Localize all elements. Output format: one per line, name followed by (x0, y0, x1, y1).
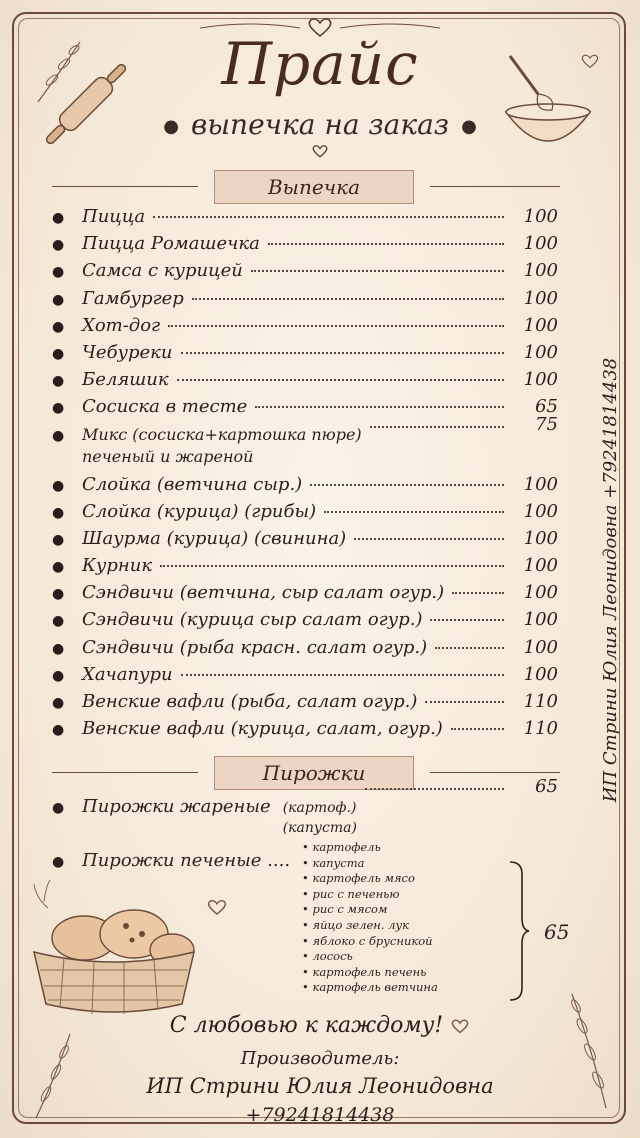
fried-pies-name: Пирожки жареные (82, 796, 271, 817)
bullet-icon: ● (52, 640, 65, 657)
bullet-icon: ● (52, 373, 65, 390)
filling-item: • картофель печень (302, 965, 502, 981)
section-title-baking: Выпечка (214, 170, 414, 204)
bread-basket-icon (24, 880, 204, 1020)
leader-dots (268, 243, 504, 245)
section-divider (52, 772, 198, 773)
list-item (52, 637, 558, 664)
item-name-line2: печеный и жареной (82, 446, 254, 466)
baked-pies-name: Пирожки печеные (82, 850, 262, 871)
filling-item: • картофель ветчина (302, 980, 502, 996)
heart-icon (206, 898, 228, 916)
leader-dots (425, 701, 504, 703)
list-item (52, 664, 558, 691)
item-price: 65 (535, 396, 558, 418)
bullet-icon: ● (52, 613, 65, 630)
list-item (52, 474, 558, 501)
item-price: 100 (523, 260, 558, 282)
item-price: 100 (523, 233, 558, 255)
item-name-line1: Микс (сосиска+картошка пюре) (82, 424, 362, 444)
item-price: 75 (535, 413, 558, 435)
curly-brace-icon (508, 860, 530, 1002)
list-item (52, 288, 558, 315)
fried-pies-row (52, 776, 558, 838)
item-name: Сэндвичи (ветчина, сыр салат огур.) (82, 582, 445, 604)
section-divider (52, 186, 198, 187)
slogan-text: С любовью к каждому! (169, 1013, 444, 1038)
item-price: 100 (523, 314, 558, 336)
item-price: 100 (523, 287, 558, 309)
filling-item: • капуста (302, 856, 502, 872)
baking-list (52, 206, 558, 745)
item-name: Шаурма (курица) (свинина) (82, 527, 347, 549)
list-item (52, 396, 558, 423)
item-price: 110 (523, 718, 558, 740)
list-item (52, 691, 558, 718)
leader-dots (160, 565, 504, 567)
item-price: 100 (523, 582, 558, 604)
list-item (52, 501, 558, 528)
item-name: Самса с курицей (82, 260, 243, 282)
item-name: Гамбургер (82, 287, 184, 309)
bullet-icon: ● (52, 477, 65, 494)
page-subtitle (0, 108, 640, 141)
item-name: Венские вафли (рыба, салат огур.) (82, 691, 418, 712)
bullet-icon: ● (52, 854, 65, 870)
leader-dots (251, 270, 504, 272)
bullet-icon: ● (52, 318, 65, 335)
leader-dots (354, 538, 504, 540)
section-divider (430, 772, 560, 773)
baked-fillings-list (302, 840, 502, 996)
leader-dots: .... (261, 850, 291, 871)
filling-item: • яйцо зелен. лук (302, 918, 502, 934)
leader-dots (310, 484, 504, 486)
item-price: 100 (523, 527, 558, 549)
filling-item: • картофель (302, 840, 502, 856)
baked-pies-price: 65 (544, 920, 570, 944)
item-name: Беляшик (82, 369, 169, 391)
filling-item: • картофель мясо (302, 871, 502, 887)
leader-dots (177, 379, 504, 381)
leader-dots (435, 647, 504, 649)
bullet-icon: ● (52, 210, 65, 226)
side-contact-text: ИП Стрини Юлия Леонидовна +79241814438 (600, 357, 621, 803)
item-name: Пицца (82, 206, 146, 227)
bullet-icon: ● (52, 504, 65, 521)
filling-item: • рис с мясом (302, 902, 502, 918)
item-price: 100 (523, 636, 558, 658)
producer-name: ИП Стрини Юлия Леонидовна (146, 1074, 494, 1098)
bullet-icon: ● (52, 237, 65, 254)
item-price: 100 (523, 341, 558, 363)
heart-icon (311, 144, 329, 158)
filling-item: • рис с печенью (302, 887, 502, 903)
fried-filling: (капуста) (282, 820, 357, 836)
item-price: 100 (523, 500, 558, 522)
bullet-icon: ● (52, 695, 65, 711)
item-price: 100 (523, 206, 558, 227)
item-name: Сэндвичи (рыба красн. салат огур.) (82, 636, 428, 658)
producer-label: Производитель: (240, 1048, 400, 1069)
leader-dots (452, 592, 504, 594)
dot-icon: ● (163, 116, 179, 137)
item-name: Хот-дог (82, 314, 161, 336)
leader-dots (430, 619, 504, 621)
leader-dots (168, 325, 504, 327)
filling-item: • яблоко с брусникой (302, 934, 502, 950)
leader-dots (192, 298, 504, 300)
list-item (52, 413, 558, 474)
leader-dots (153, 216, 504, 218)
leader-dots (181, 674, 504, 676)
list-item (52, 582, 558, 609)
list-item (52, 233, 558, 260)
leader-dots (324, 511, 504, 513)
bullet-icon: ● (52, 586, 65, 603)
item-name: Сэндвичи (курица сыр салат огур.) (82, 609, 423, 631)
item-name: Чебуреки (82, 341, 173, 363)
bullet-icon: ● (52, 800, 65, 816)
bullet-icon: ● (52, 722, 65, 739)
list-item (52, 528, 558, 555)
leader-dots (365, 788, 504, 790)
leader-dots (181, 352, 504, 354)
section-title-pies: Пирожки (214, 756, 414, 790)
list-item (52, 260, 558, 287)
bullet-icon: ● (52, 667, 65, 684)
leader-dots (370, 426, 504, 428)
subtitle-text: выпечка на заказ (190, 108, 450, 141)
fried-pies-price: 65 (535, 776, 558, 797)
item-price: 100 (523, 473, 558, 495)
item-price: 100 (523, 609, 558, 631)
page-title: Прайс (221, 30, 419, 98)
bullet-icon: ● (52, 427, 65, 444)
section-divider (430, 186, 560, 187)
item-price: 110 (523, 691, 558, 712)
footer-slogan (0, 1013, 640, 1038)
list-item (52, 206, 558, 233)
item-name: Курник (82, 555, 153, 577)
leader-dots (255, 406, 504, 408)
leader-dots (451, 728, 504, 730)
item-name: Сосиска в тесте (82, 396, 248, 418)
fried-filling: (картоф.) (282, 800, 357, 816)
list-item (52, 718, 558, 745)
item-name: Слойка (ветчина сыр.) (82, 473, 303, 495)
item-name (82, 424, 362, 468)
list-item (52, 555, 558, 582)
item-price: 100 (523, 555, 558, 577)
item-price: 100 (523, 663, 558, 685)
bullet-icon: ● (52, 291, 65, 308)
bullet-icon: ● (52, 559, 65, 576)
filling-item: • лосось (302, 949, 502, 965)
bullet-icon: ● (52, 400, 65, 417)
fried-pies-fillings (283, 798, 357, 838)
dot-icon: ● (461, 116, 477, 137)
list-item (52, 315, 558, 342)
bullet-icon: ● (52, 345, 65, 362)
bullet-icon: ● (52, 531, 65, 548)
item-name: Слойка (курица) (грибы) (82, 500, 317, 522)
list-item (52, 342, 558, 369)
heart-icon (450, 1018, 470, 1034)
list-item (52, 369, 558, 396)
item-name: Венские вафли (курица, салат, огур.) (82, 718, 443, 740)
item-name: Хачапури (82, 663, 173, 685)
item-name: Пицца Ромашечка (82, 233, 260, 255)
bullet-icon: ● (52, 264, 65, 281)
producer-phone: +79241814438 (245, 1104, 395, 1126)
list-item (52, 609, 558, 636)
item-price: 100 (523, 369, 558, 391)
